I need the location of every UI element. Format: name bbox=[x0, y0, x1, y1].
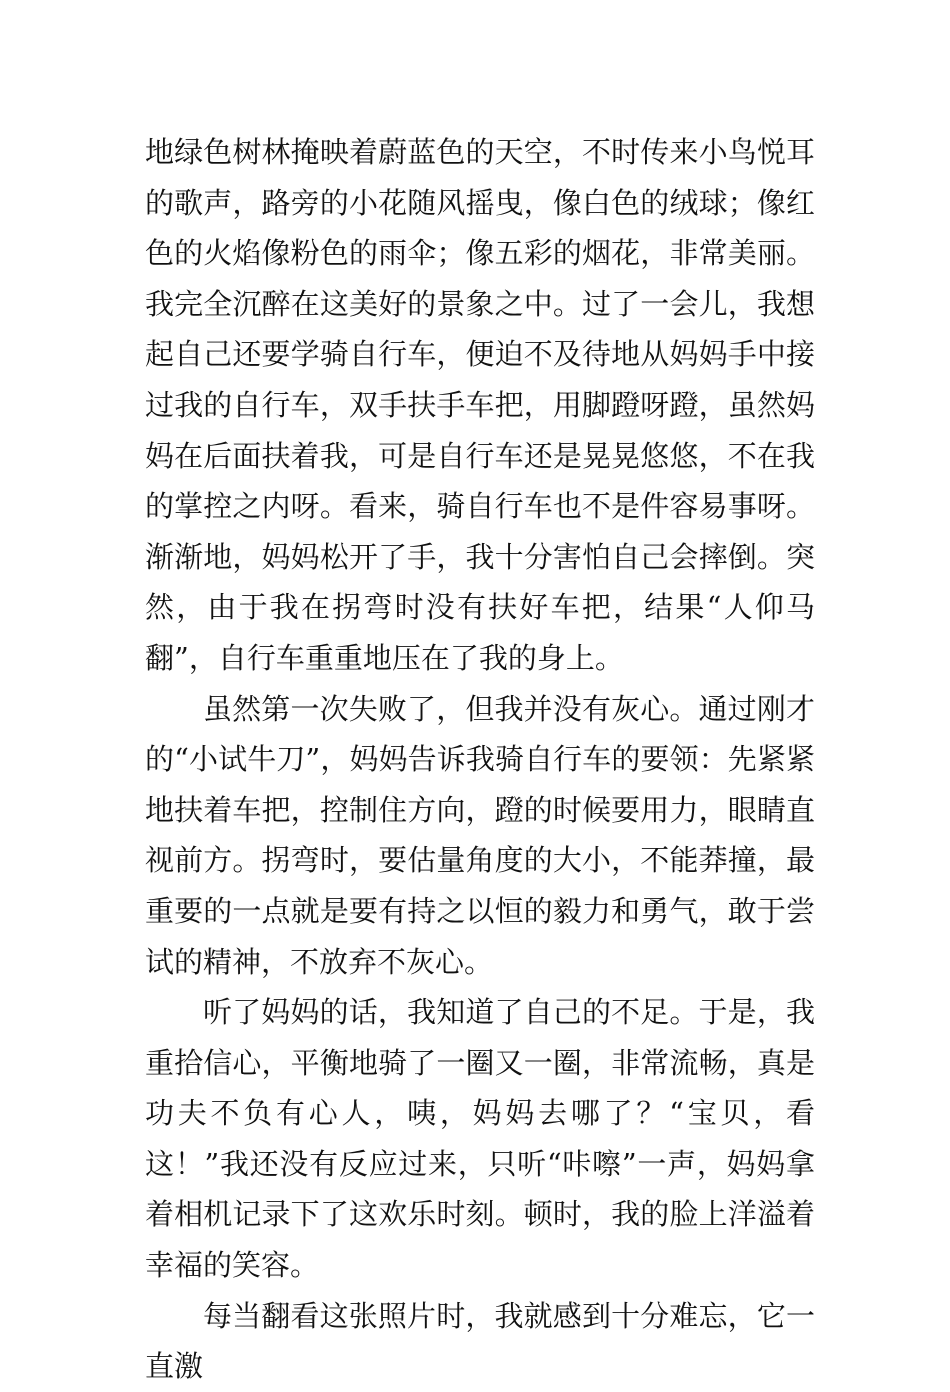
paragraph-1: 地绿色树林掩映着蔚蓝色的天空，不时传来小鸟悦耳的歌声，路旁的小花随风摇曳，像白色的绒球；像红色的火焰像粉色的雨伞；像五彩的烟花，非常美丽。我完全沉醉在这美好的景象之中。过了一会儿，我想起自己还要学骑自行车，便迫不及待地从妈妈手中接过我的自行车，双手扶手车把，用脚蹬呀蹬，虽然妈妈在后面扶着我，可是自行车还是晃晃悠悠，不在我的掌控之内呀。看来，骑自行车也不是件容易事呀。渐渐地，妈妈松开了手，我十分害怕自己会摔倒。突然，由于我在拐弯时没有扶好车把，结果“人仰马翻”，自行车重重地压在了我的身上。 bbox=[145, 135, 815, 675]
essay-body bbox=[145, 127, 815, 1392]
paragraph-3: 听了妈妈的话，我知道了自己的不足。于是，我重拾信心，平衡地骑了一圈又一圈，非常流畅，真是功夫不负有心人，咦，妈妈去哪了？“宝贝，看这！”我还没有反应过来，只听“咔嚓”一声，妈妈拿着相机记录下了这欢乐时刻。顿时，我的脸上洋溢着幸福的笑容。 bbox=[145, 995, 815, 1283]
paragraph-4: 每当翻看这张照片时，我就感到十分难忘，它一直激 bbox=[145, 1298, 815, 1384]
paragraph-2: 虽然第一次失败了，但我并没有灰心。通过刚才的“小试牛刀”，妈妈告诉我骑自行车的要领：先紧紧地扶着车把，控制住方向，蹬的时候要用力，眼睛直视前方。拐弯时，要估量角度的大小，不能莽撞，最重要的一点就是要有持之以恒的毅力和勇气，敢于尝试的精神，不放弃不灰心。 bbox=[145, 691, 815, 979]
